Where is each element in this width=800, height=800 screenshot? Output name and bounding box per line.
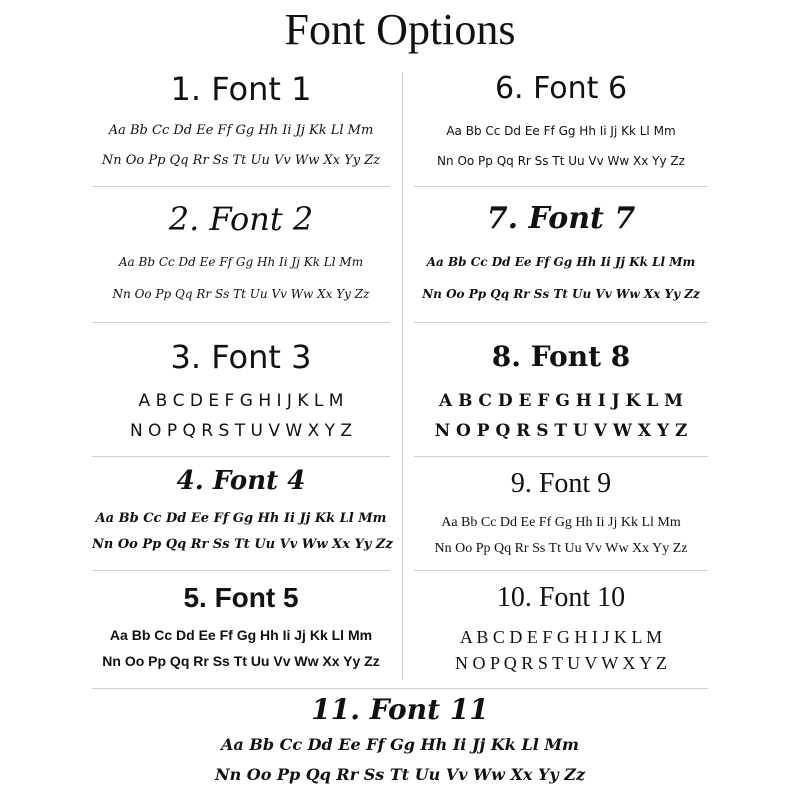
alphabet-row: Nn Oo Pp Qq Rr Ss Tt Uu Vv Ww Xx Yy Zz [102,653,380,669]
font-name: 5. Font 5 [183,582,299,613]
font-name: 9. Font 9 [510,468,612,499]
row-divider [414,186,708,187]
font-sample-2 [92,196,390,310]
font-sample-4 [92,462,393,558]
row-divider [414,322,708,323]
font-grid [92,66,708,690]
font-sample-11 [0,690,800,790]
alphabet-row: N O P Q R S T U V W X Y Z [454,653,668,673]
font-sample-1 [92,66,390,176]
alphabet-row: A B C D E F G H I J K L M [438,391,683,411]
alphabet-row: Aa Bb Cc Dd Ee Ff Gg Hh Ii Jj Kk Ll Mm [95,511,387,526]
font-sample-8 [414,334,708,446]
alphabet-row: A B C D E F G H I J K L M [138,391,344,411]
row-divider [414,456,708,457]
alphabet-row: Nn Oo Pp Qq Rr Ss Tt Uu Vv Ww Xx Yy Zz [101,153,381,168]
font-name: 11. Font 11 [311,693,489,726]
font-name: 8. Font 8 [491,340,631,373]
column-divider [402,72,403,680]
alphabet-row: N O P Q R S T U V W X Y Z [129,421,353,441]
font-name: 3. Font 3 [170,338,312,376]
row-divider [92,186,390,187]
row-divider [414,570,708,571]
alphabet-row: Nn Oo Pp Qq Rr Ss Tt Uu Vv Ww Xx Yy Zz [214,765,586,784]
alphabet-row: Nn Oo Pp Qq Rr Ss Tt Uu Vv Ww Xx Yy Zz [422,287,700,301]
alphabet-row: Aa Bb Cc Dd Ee Ff Gg Hh Ii Jj Kk Ll Mm [441,515,681,530]
font-sample-9 [414,464,708,562]
font-sample-10 [414,578,708,676]
alphabet-row: Nn Oo Pp Qq Rr Ss Tt Uu Vv Ww Xx Yy Zz [434,541,688,556]
alphabet-row: N O P Q R S T U V W X Y Z [434,421,688,441]
row-divider [92,688,708,689]
alphabet-row: Aa Bb Cc Dd Ee Ff Gg Hh Ii Jj Kk Ll Mm [426,255,696,269]
font-sample-5 [92,578,390,674]
alphabet-row: Nn Oo Pp Qq Rr Ss Tt Uu Vv Ww Xx Yy Zz [112,287,370,301]
alphabet-row: Aa Bb Cc Dd Ee Ff Gg Hh Ii Jj Kk Ll Mm [109,627,373,643]
font-name: 10. Font 10 [496,582,626,613]
row-divider [92,322,390,323]
font-sample-3 [92,334,390,446]
row-divider [92,456,390,457]
alphabet-row: Nn Oo Pp Qq Rr Ss Tt Uu Vv Ww Xx Yy Zz [437,154,685,168]
alphabet-row: Aa Bb Cc Dd Ee Ff Gg Hh Ii Jj Kk Ll Mm [446,124,676,138]
alphabet-row: Aa Bb Cc Dd Ee Ff Gg Hh Ii Jj Kk Ll Mm [221,735,579,754]
page-title: Font Options [284,5,516,54]
font-name: 1. Font 1 [170,70,312,108]
alphabet-row: A B C D E F G H I J K L M [459,627,663,647]
font-name: 4. Font 4 [176,466,306,496]
font-sample-6 [414,66,708,176]
font-name: 7. Font 7 [486,201,636,236]
font-sample-7 [414,196,708,310]
alphabet-row: Aa Bb Cc Dd Ee Ff Gg Hh Ii Jj Kk Ll Mm [108,123,374,138]
font-name: 2. Font 2 [168,200,314,238]
font-name: 6. Font 6 [494,71,628,106]
row-divider [92,570,390,571]
alphabet-row: Aa Bb Cc Dd Ee Ff Gg Hh Ii Jj Kk Ll Mm [118,255,364,269]
alphabet-row: Nn Oo Pp Qq Rr Ss Tt Uu Vv Ww Xx Yy Zz [92,537,393,552]
